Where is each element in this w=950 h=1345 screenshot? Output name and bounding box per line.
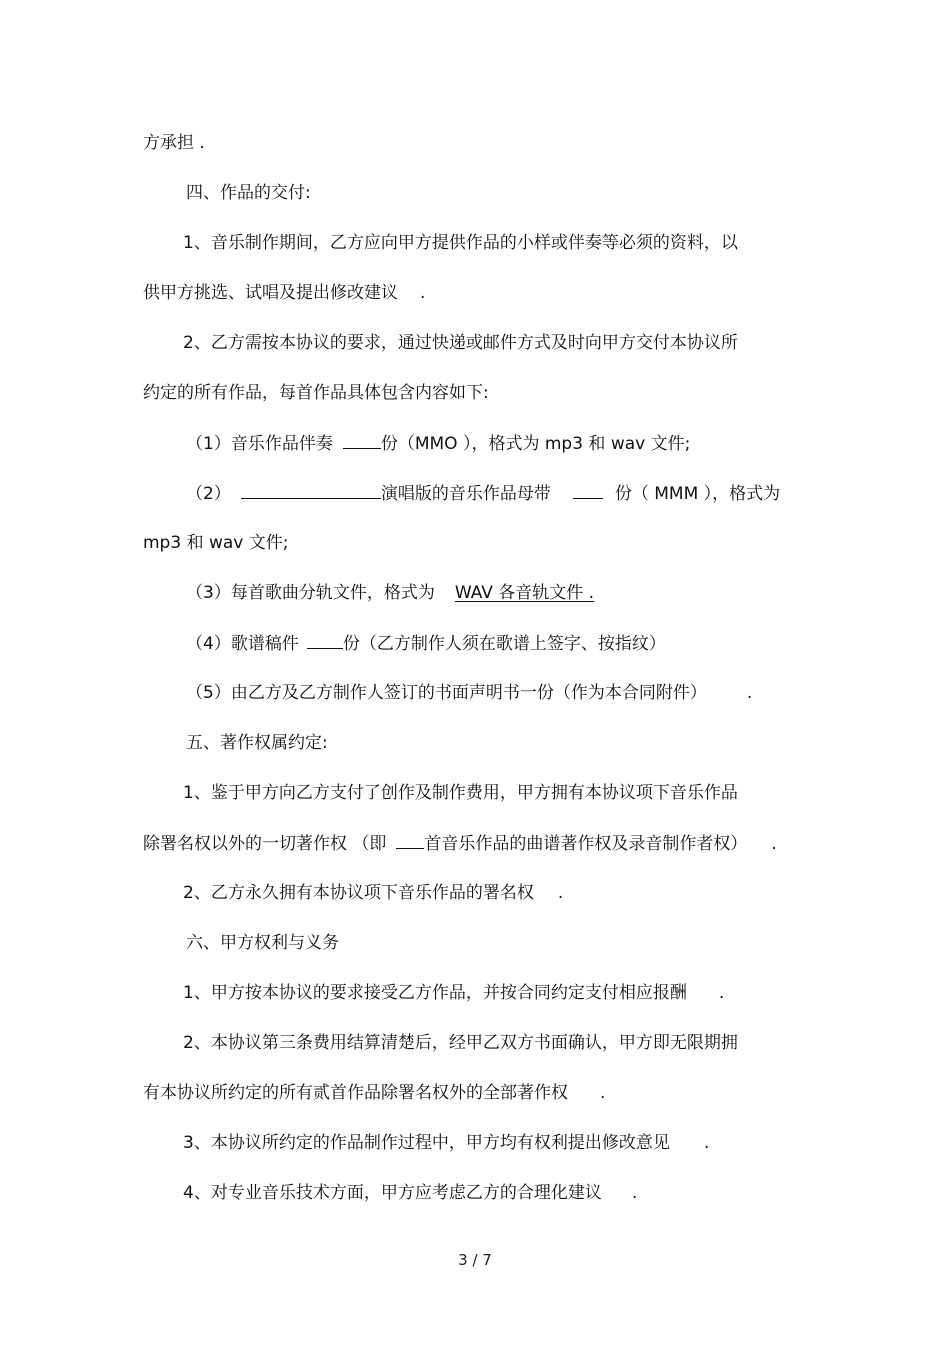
line-8: （2） 演唱版的音乐作品母带 份（ MMM ），格式为 [186, 484, 781, 504]
line-19: 2、本协议第三条费用结算清楚后，经甲乙双方书面确认，甲方即无限期拥 [183, 1033, 738, 1053]
line-1: 方承担 . [143, 133, 205, 153]
line-3: 1、音乐制作期间，乙方应向甲方提供作品的小样或伴奏等必须的资料，以 [183, 233, 738, 253]
line-18: 1、甲方按本协议的要求接受乙方作品，并按合同约定支付相应报酬 . [183, 983, 725, 1003]
section-heading-4: 四、作品的交付: [186, 183, 311, 203]
blank-underline [343, 432, 381, 449]
line-20: 有本协议所约定的所有贰首作品除署名权外的全部著作权 . [143, 1083, 606, 1103]
blank-underline [241, 482, 381, 499]
line-11: （4）歌谱稿件 份（乙方制作人须在歌谱上签字、按指纹） [186, 634, 666, 654]
blank-underline [396, 832, 424, 849]
line-6: 约定的所有作品，每首作品具体包含内容如下: [143, 383, 489, 403]
line-14: 1、鉴于甲方向乙方支付了创作及制作费用，甲方拥有本协议项下音乐作品 [183, 783, 738, 803]
line-9: mp3 和 wav 文件; [143, 533, 289, 553]
line-5: 2、乙方需按本协议的要求，通过快递或邮件方式及时向甲方交付本协议所 [183, 333, 738, 353]
blank-underline [573, 482, 603, 499]
line-12: （5）由乙方及乙方制作人签订的书面声明书一份（作为本合同附件） . [186, 683, 753, 703]
line-15: 除署名权以外的一切著作权 （即 首音乐作品的曲谱著作权及录音制作者权） . [143, 834, 777, 854]
blank-underline [307, 632, 343, 649]
section-heading-5: 五、著作权属约定: [186, 733, 328, 753]
section-heading-6: 六、甲方权利与义务 [186, 933, 339, 953]
line-22: 4、对专业音乐技术方面，甲方应考虑乙方的合理化建议 . [183, 1183, 638, 1203]
line-21: 3、本协议所约定的作品制作过程中，甲方均有权利提出修改意见 . [183, 1133, 710, 1153]
line-7: （1）音乐作品伴奏 份（MMO ），格式为 mp3 和 wav 文件; [186, 434, 691, 454]
line-4: 供甲方挑选、试唱及提出修改建议 . [143, 283, 426, 303]
page-number: 3 / 7 [458, 1251, 492, 1269]
line-16: 2、乙方永久拥有本协议项下音乐作品的署名权 . [183, 883, 564, 903]
line-10: （3）每首歌曲分轨文件，格式为 WAV 各音轨文件 . [186, 583, 595, 603]
